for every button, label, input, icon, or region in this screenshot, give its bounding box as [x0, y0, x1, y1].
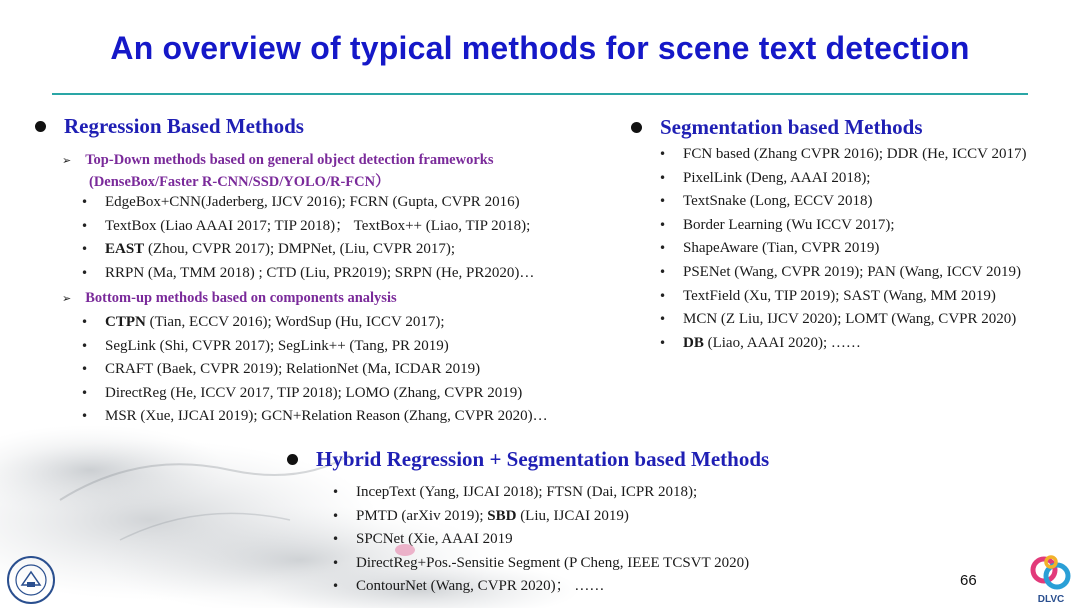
method-name-bold: SBD: [487, 507, 517, 524]
method-name-bold: EAST: [105, 241, 145, 258]
list-item: [81, 238, 534, 262]
title-divider: [52, 93, 1028, 95]
list-item: [81, 191, 534, 215]
hybrid-heading: [287, 447, 769, 472]
citation-text: MSR (Xue, IJCAI 2019); GCN+Relation Reason (Zhang, CVPR 2020)…: [105, 408, 548, 425]
list-item: [659, 143, 1026, 167]
list-item: [81, 405, 548, 429]
page-number: 66: [960, 572, 977, 589]
university-seal-logo: [6, 555, 56, 605]
list-item: [81, 262, 534, 286]
citation-text: PixelLink (Deng, AAAI 2018);: [683, 169, 871, 186]
regression-heading-text: Regression Based Methods: [64, 114, 304, 138]
method-name-bold: DB: [683, 334, 704, 351]
bullet-dot-icon: [287, 454, 298, 465]
citation-text: Border Learning (Wu ICCV 2017);: [683, 216, 895, 233]
list-item: [81, 335, 548, 359]
list-item: [332, 481, 749, 505]
citation-text: DirectReg+Pos.-Sensitie Segment (P Cheng, IEEE TCSVT 2020): [356, 554, 750, 571]
list-item: [659, 167, 1026, 191]
list-item: [81, 358, 548, 382]
method-name-bold: CTPN: [105, 314, 146, 330]
citation-text: (Liu, IJCAI 2019): [516, 507, 629, 524]
bullet-dot-icon: [35, 121, 46, 132]
list-item: [81, 311, 548, 335]
citation-text: PSENet (Wang, CVPR 2019); PAN (Wang, ICCV 2019): [683, 263, 1022, 280]
list-item: [81, 215, 534, 239]
segmentation-heading-text: Segmentation based Methods: [660, 115, 923, 139]
segmentation-list: [659, 143, 1026, 355]
hybrid-list: [332, 481, 749, 599]
arrow-bullet-icon: ➢: [62, 154, 72, 167]
citation-text: CRAFT (Baek, CVPR 2019); RelationNet (Ma, ICDAR 2019): [105, 361, 481, 378]
list-item: [332, 505, 749, 529]
citation-text: FCN based (Zhang CVPR 2016); DDR (He, ICCV 2017): [683, 146, 1027, 162]
bullet-dot-icon: [631, 122, 642, 133]
citation-text: IncepText (Yang, IJCAI 2018); FTSN (Dai, ICPR 2018);: [356, 484, 698, 500]
arrow-bullet-icon: ➢: [62, 292, 72, 305]
list-item: [659, 214, 1026, 238]
regression-heading: [35, 114, 304, 139]
citation-text: DirectReg (He, ICCV 2017, TIP 2018); LOMO (Zhang, CVPR 2019): [105, 384, 523, 401]
citation-text: (Tian, ECCV 2016); WordSup (Hu, ICCV 2017);: [145, 314, 445, 330]
citation-text: SegLink (Shi, CVPR 2017); SegLink++ (Tang, PR 2019): [105, 337, 449, 354]
list-item: [659, 285, 1026, 309]
list-item: [332, 575, 749, 599]
list-item: [332, 552, 749, 576]
citation-text: TextSnake (Long, ECCV 2018): [683, 193, 873, 210]
list-item: [659, 190, 1026, 214]
topdown-list: [81, 191, 534, 285]
citation-text: ContourNet (Wang, CVPR 2020)； ……: [356, 578, 605, 595]
slide-title: An overview of typical methods for scene text detection: [110, 30, 970, 66]
list-item: [659, 261, 1026, 285]
dlvc-logo: [1024, 548, 1078, 606]
citation-text: EdgeBox+CNN(Jaderberg, IJCV 2016); FCRN (Gupta, CVPR 2016): [105, 194, 520, 210]
bottomup-heading-text: Bottom-up methods based on components analysis: [85, 290, 397, 306]
citation-text: ShapeAware (Tian, CVPR 2019): [683, 240, 880, 257]
list-item: [659, 237, 1026, 261]
list-item: [332, 528, 749, 552]
citation-text: PMTD (arXiv 2019);: [356, 507, 488, 524]
citation-text: RRPN (Ma, TMM 2018) ; CTD (Liu, PR2019); SRPN (He, PR2020)…: [105, 264, 535, 281]
topdown-heading-text: Top-Down methods based on general object detection frameworks: [85, 152, 494, 168]
dlvc-logo-text: DLVC: [1037, 594, 1065, 605]
list-item: [81, 382, 548, 406]
citation-text: SPCNet (Xie, AAAI 2019: [356, 531, 513, 548]
bottomup-list: [81, 311, 548, 429]
citation-text: TextBox (Liao AAAI 2017; TIP 2018)； TextBox++ (Liao, TIP 2018);: [105, 217, 531, 234]
topdown-heading: [62, 151, 493, 170]
citation-text: MCN (Z Liu, IJCV 2020); LOMT (Wang, CVPR 2020): [683, 311, 1017, 328]
citation-text: (Liao, AAAI 2020); ……: [703, 334, 861, 351]
citation-text: TextField (Xu, TIP 2019); SAST (Wang, MM 2019): [683, 287, 996, 304]
segmentation-heading: [631, 115, 923, 140]
hybrid-heading-text: Hybrid Regression + Segmentation based Methods: [316, 447, 770, 471]
bottomup-heading: [62, 289, 397, 308]
citation-text: (Zhou, CVPR 2017); DMPNet, (Liu, CVPR 2017);: [144, 241, 456, 258]
list-item: [659, 308, 1026, 332]
list-item: [659, 332, 1026, 356]
topdown-heading-cont: (DenseBox/Faster R-CNN/SSD/YOLO/R-FCN）: [89, 174, 390, 190]
